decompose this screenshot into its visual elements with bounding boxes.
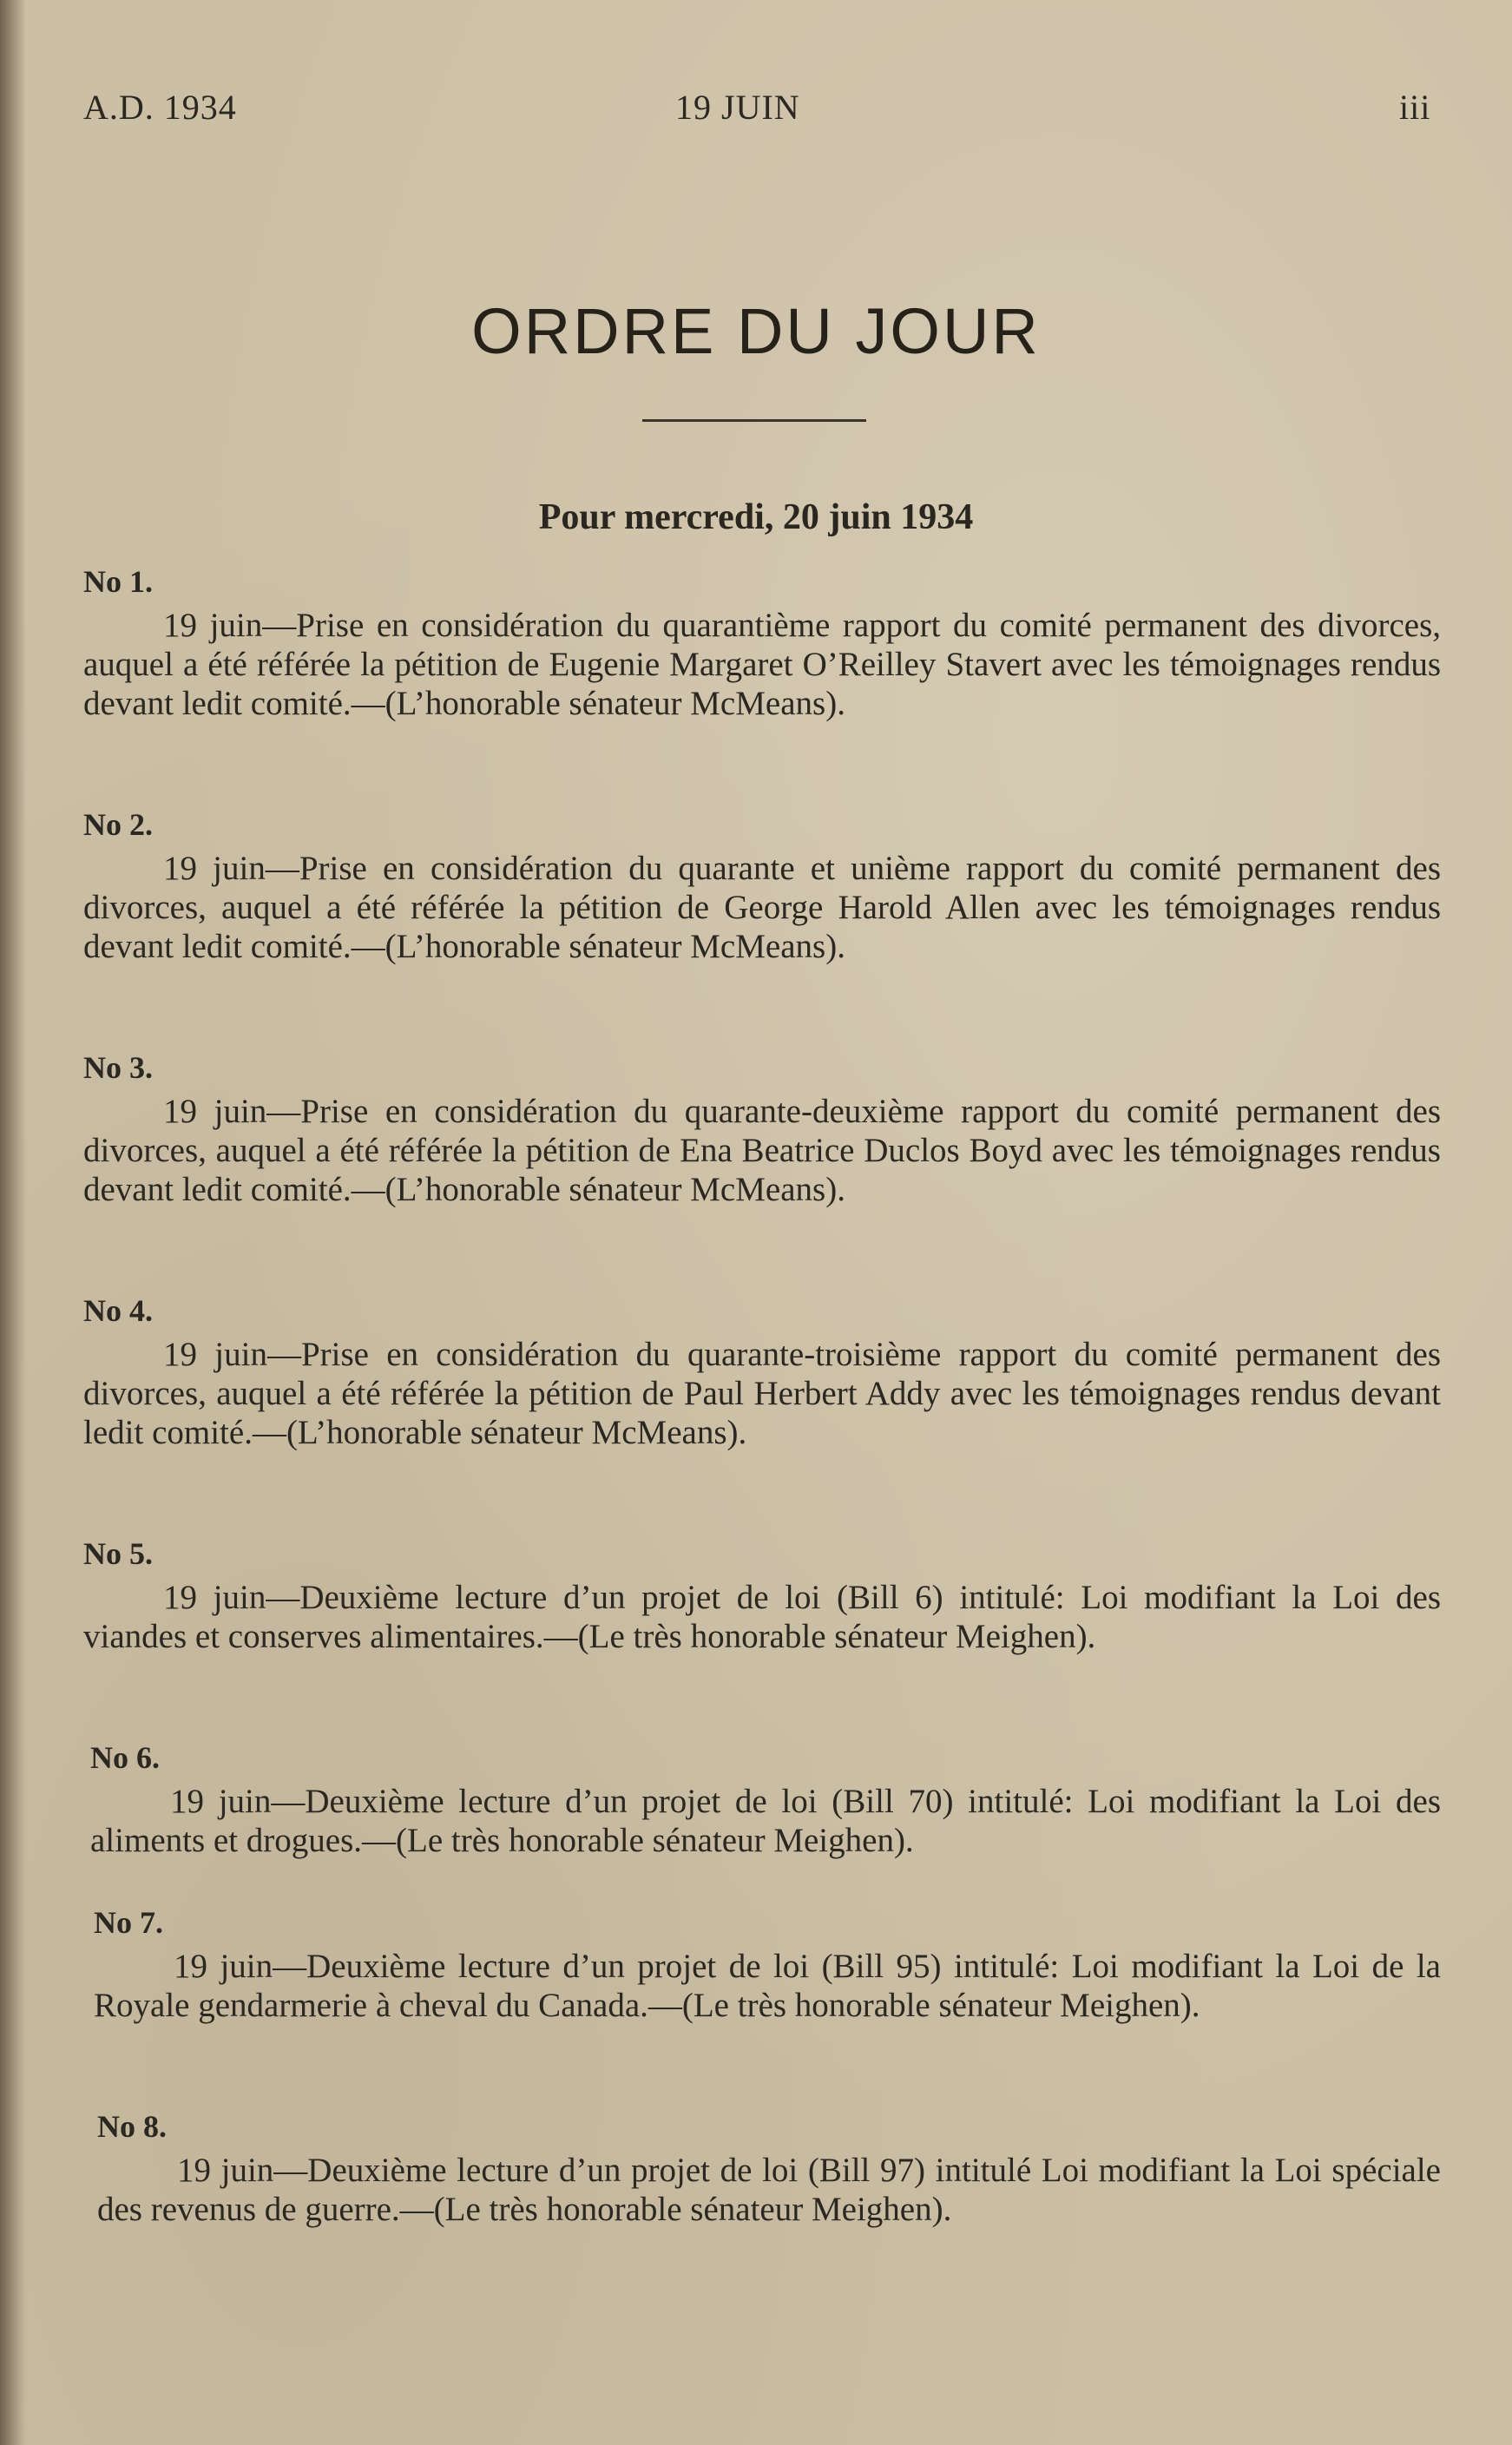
agenda-item <box>94 1905 1441 2025</box>
agenda-date-heading: Pour mercredi, 20 juin 1934 <box>538 497 974 537</box>
page-number: iii <box>1399 88 1431 127</box>
agenda-item <box>83 807 1441 966</box>
agenda-item <box>83 564 1441 723</box>
page-binding-edge <box>0 0 26 2445</box>
agenda-item-number: No 2. <box>83 807 153 842</box>
agenda-item-number: No 7. <box>94 1905 163 1940</box>
header-date: 19 JUIN <box>675 88 800 127</box>
agenda-item <box>83 1293 1441 1452</box>
title-divider <box>642 419 866 422</box>
agenda-item-text: 19 juin—Prise en considération du quarante-troisième rapport du comité permanent des divorces, auquel a été référée la pétition de Paul Herbert Addy avec les témoignages rendus devant ledit comité.—(L’honorable sénateur McMeans). <box>83 1336 1441 1451</box>
agenda-item-text: 19 juin—Deuxième lecture d’un projet de loi (Bill 70) intitulé: Loi modifiant la Loi des aliments et drogues.—(Le très honorable sénateur Meighen). <box>90 1783 1441 1859</box>
agenda-item-text: 19 juin—Deuxième lecture d’un projet de loi (Bill 97) intitulé Loi modifiant la Loi spéciale des revenus de guerre.—(Le très honorable sénateur Meighen). <box>97 2152 1441 2228</box>
agenda-item-text: 19 juin—Deuxième lecture d’un projet de loi (Bill 6) intitulé: Loi modifiant la Loi des viandes et conserves alimentaires.—(Le très honorable sénateur Meighen). <box>83 1579 1441 1655</box>
agenda-item-text: 19 juin—Prise en considération du quarantième rapport du comité permanent des divorces, auquel a été référée la pétition de Eugenie Margaret O’Reilley Stavert avec les témoignages rendus devant ledit comité.—(L’honorable sénateur McMeans). <box>83 607 1441 722</box>
agenda-item-number: No 3. <box>83 1050 153 1085</box>
agenda-item <box>97 2109 1441 2229</box>
page-title: ORDRE DU JOUR <box>471 295 1041 367</box>
agenda-item-number: No 6. <box>90 1740 160 1775</box>
agenda-item-number: No 1. <box>83 564 153 599</box>
agenda-item <box>83 1050 1441 1209</box>
header-year: A.D. 1934 <box>83 88 237 127</box>
agenda-item-number: No 5. <box>83 1536 153 1571</box>
agenda-item <box>90 1740 1441 1860</box>
agenda-item-text: 19 juin—Deuxième lecture d’un projet de loi (Bill 95) intitulé: Loi modifiant la Loi de la Royale gendarmerie à cheval du Canada.—(Le très honorable sénateur Meighen). <box>94 1948 1441 2024</box>
agenda-item <box>83 1536 1441 1656</box>
agenda-item-number: No 8. <box>97 2109 167 2144</box>
agenda-item-text: 19 juin—Prise en considération du quarante et unième rapport du comité permanent des divorces, auquel a été référée la pétition de George Harold Allen avec les témoignages rendus devant ledit comité.—(L’honorable sénateur McMeans). <box>83 850 1441 965</box>
agenda-item-text: 19 juin—Prise en considération du quarante-deuxième rapport du comité permanent des divorces, auquel a été référée la pétition de Ena Beatrice Duclos Boyd avec les témoignages rendus devant ledit comité.—(L’honorable sénateur McMeans). <box>83 1093 1441 1208</box>
agenda-item-number: No 4. <box>83 1293 153 1328</box>
running-head <box>0 87 1512 130</box>
